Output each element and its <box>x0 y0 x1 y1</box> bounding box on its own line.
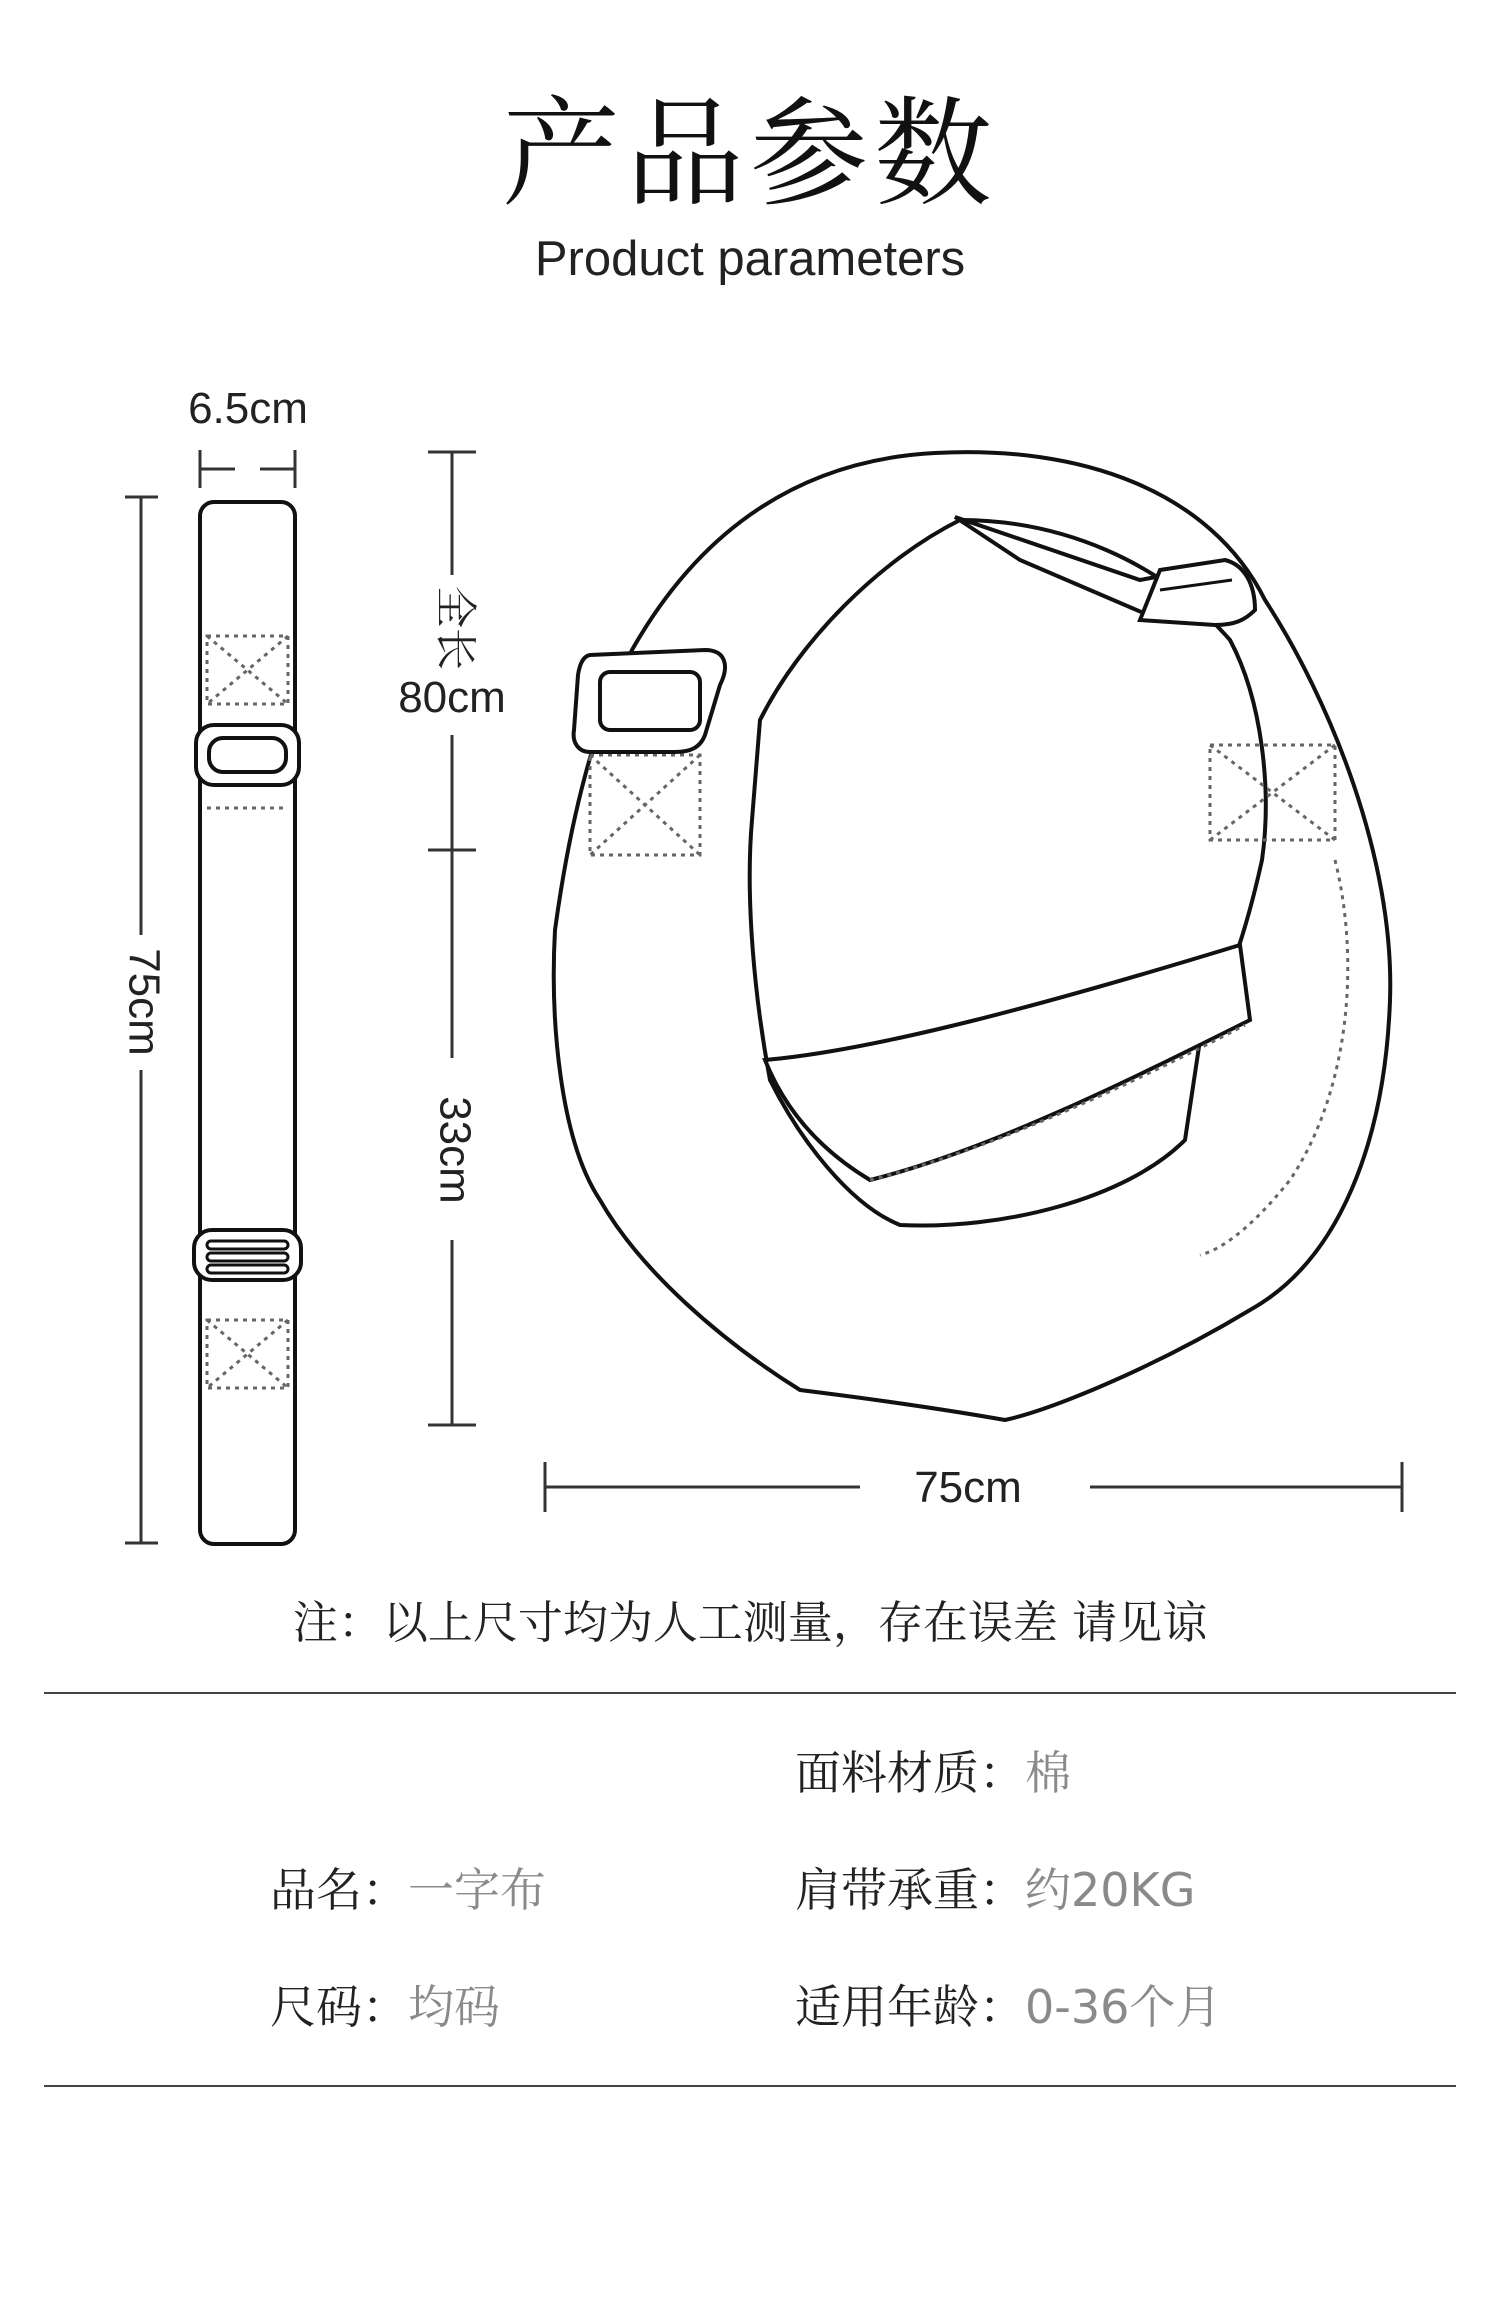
param-label: 品名： <box>270 1863 408 1917</box>
strap-width-dimension <box>200 450 295 488</box>
param-value: 棉 <box>1025 1746 1071 1800</box>
param-label: 肩带承重： <box>795 1863 1025 1917</box>
carrier-buckle-icon <box>574 650 725 752</box>
total-length-caption: 全长 <box>431 585 479 671</box>
param-size <box>270 1980 500 2034</box>
param-value: 0-36个月 <box>1025 1980 1222 2034</box>
slider-buckle-icon <box>194 1230 301 1280</box>
flat-strap <box>194 502 301 1544</box>
strap-width-label: 6.5cm <box>188 384 308 433</box>
buckle-ring-icon <box>196 725 299 785</box>
param-value: 均码 <box>408 1980 500 2034</box>
loop-width-label: 75cm <box>914 1463 1022 1512</box>
param-value: 约20KG <box>1025 1863 1196 1917</box>
param-label: 面料材质： <box>795 1746 1025 1800</box>
carrier-loop <box>554 452 1390 1420</box>
page-subtitle: Product parameters <box>534 232 966 286</box>
param-label: 尺码： <box>270 1980 408 2034</box>
param-load <box>795 1863 1196 1917</box>
total-length-label: 80cm <box>398 673 506 722</box>
param-label: 适用年龄： <box>795 1980 1025 2034</box>
divider-top <box>44 1692 1456 1694</box>
measurement-note: 注：以上尺寸均为人工测量，存在误差 请见谅 <box>292 1596 1208 1649</box>
page-title: 产品参数 <box>501 85 998 223</box>
drop-height-label: 33cm <box>430 1096 480 1204</box>
param-name <box>270 1863 546 1917</box>
param-value: 一字布 <box>408 1863 546 1917</box>
divider-bottom <box>44 2085 1456 2087</box>
strap-length-label: 75cm <box>119 948 169 1056</box>
param-material <box>795 1746 1071 1800</box>
param-age <box>795 1980 1222 2034</box>
